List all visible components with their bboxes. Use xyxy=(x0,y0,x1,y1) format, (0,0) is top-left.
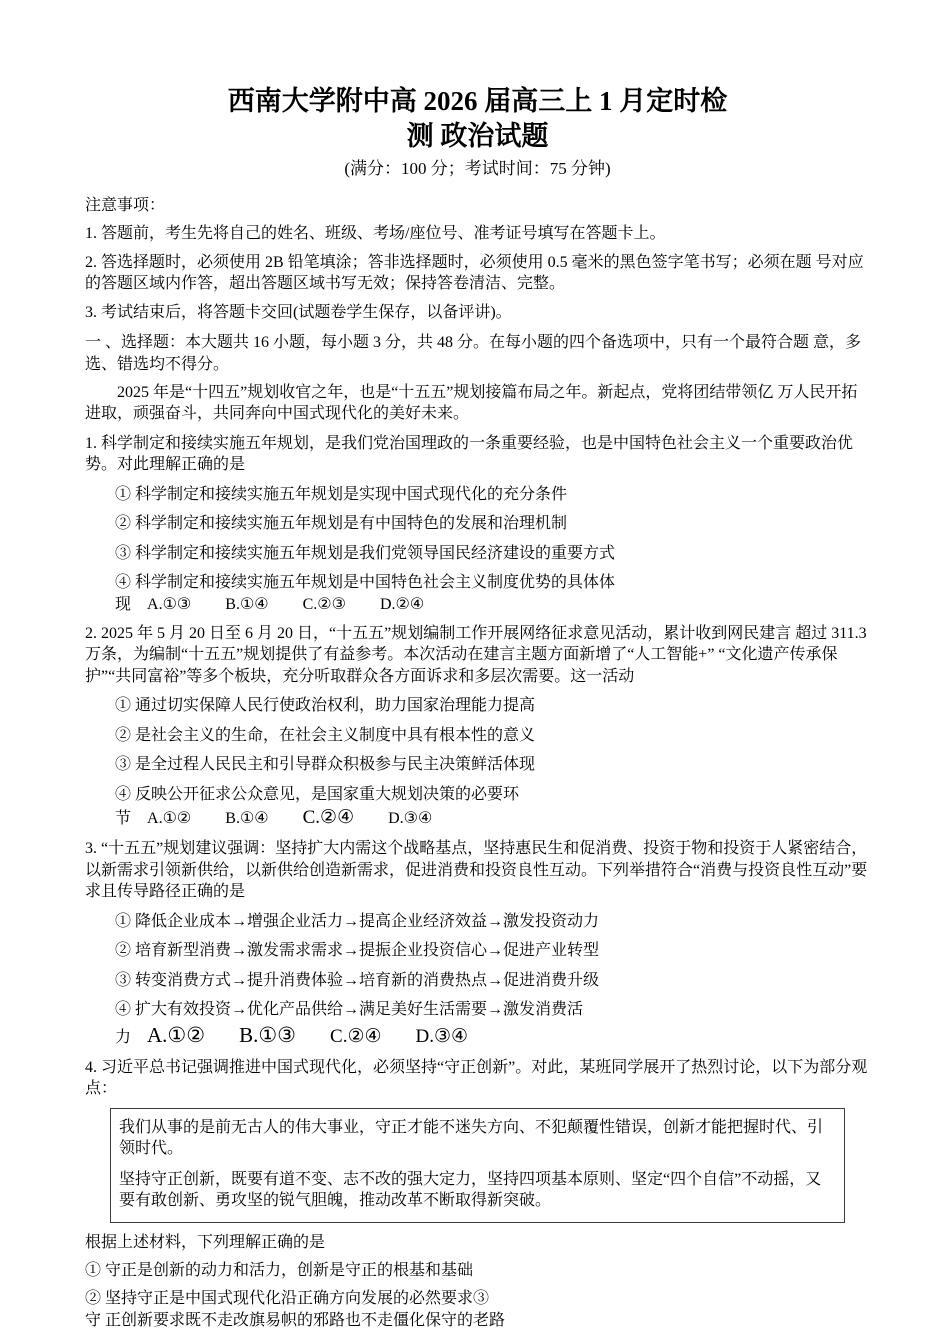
page-title-line1: 西南大学附中高 2026 届高三上 1 月定时检 xyxy=(227,86,728,116)
notes-section xyxy=(85,195,870,323)
note-item-2: 2. 答选择题时，必须使用 2B 铅笔填涂；答非选择题时，必须使用 0.5 毫米的黑色签字笔书写；必须在题 号对应的答题区域内作答，超出答题区域书写无效；保持答卷清洁、完整。 xyxy=(85,253,864,293)
answer-choice-d: D.②④ xyxy=(379,595,425,613)
page-title xyxy=(85,84,870,154)
answer-choice-a: A.①③ xyxy=(147,595,192,613)
question-option-text: ④ 反映公开征求公众意见，是国家重大规划决策的必要环 xyxy=(115,785,520,803)
answer-choice-b: B.①④ xyxy=(225,810,269,828)
section-intro: 2025 年是“十四五”规划收官之年，也是“十五五”规划接篇布局之年。新起点，党将团结带领亿 万人民开拓进取，顽强奋斗，共同奔向中国式现代化的美好未来。 xyxy=(85,384,858,423)
question-3 xyxy=(85,838,870,1049)
question-stem: 3. “十五五”规划建议强调：坚持扩大内需这个战略基点，坚持惠民生和促消费、投资于物和投资于人紧密结合，以新需求引领新供给，以新供给创造新需求，促进消费和投资良性互动。下列举措符合“消费与投资良性互动”要求且传导路径正确的是 xyxy=(85,840,868,901)
answer-choice-c: C.②③ xyxy=(302,595,346,613)
material-paragraph-2: 坚持守正创新，既要有道不变、志不改的强大定力，坚持四项基本原则、坚定“四个自信”不动摇，又要有敢创新、勇攻坚的锐气胆魄，推动改革不断取得新突破。 xyxy=(119,1170,822,1210)
section-heading: 一 、选择题：本大题共 16 小题，每小题 3 分，共 48 分。在每小题的四个备选项中，只有一个最符合题 意，多选、错选均不得分。 xyxy=(85,334,862,373)
answer-choice-c: C.②④ xyxy=(302,807,355,829)
question-2 xyxy=(85,623,870,831)
answer-line xyxy=(115,1022,469,1047)
answer-choice-b: B.①③ xyxy=(239,1022,297,1047)
page-subtitle: (满分：100 分；考试时间：75 分钟) xyxy=(344,159,611,179)
note-item-3: 3. 考试结束后，将答题卡交回(试题卷学生保存，以备评讲)。 xyxy=(85,303,512,321)
question-option: ① 降低企业成本→增强企业活力→提高企业经济效益→激发投资动力 xyxy=(115,912,600,930)
question-option xyxy=(115,784,870,831)
question-option-text: ④ 科学制定和接续实施五年规划是中国特色社会主义制度优势的具体体 xyxy=(115,574,616,592)
question-option: ① 守正是创新的动力和活力，创新是守正的根基和基础 xyxy=(85,1262,474,1280)
material-box xyxy=(110,1108,845,1223)
question-option: ① 通过切实保障人民行使政治权利，助力国家治理能力提高 xyxy=(115,697,536,715)
notes-heading: 注意事项： xyxy=(85,196,166,214)
question-option-continuation: 守 正创新要求既不走改旗易帜的邪路也不走僵化保守的老路 xyxy=(85,1311,506,1329)
answer-choice-b: B.①④ xyxy=(225,595,269,613)
question-option-text: ④ 扩大有效投资→优化产品供给→满足美好生活需要→激发消费活 xyxy=(115,1001,584,1019)
question-option: ② 培育新型消费→激发需求需求→提振企业投资信心→促进产业转型 xyxy=(115,942,600,960)
question-stem: 1. 科学制定和接续实施五年规划，是我们党治国理政的一条重要经验，也是中国特色社会主义一个重要政治优势。对此理解正确的是 xyxy=(85,434,854,474)
question-option: ② 是社会主义的生命，在社会主义制度中具有根本性的意义 xyxy=(115,726,536,744)
answer-choice-d: D.③④ xyxy=(415,1025,469,1047)
question-option: ② 科学制定和接续实施五年规划是有中国特色的发展和治理机制 xyxy=(115,515,568,533)
answer-choice-a: A.①② xyxy=(147,1022,206,1047)
answer-choice-d: D.③④ xyxy=(388,810,433,828)
question-1 xyxy=(85,433,870,615)
answer-line-prefix: 节 xyxy=(115,810,132,828)
note-item-1: 1. 答题前，考生先将自己的姓名、班级、考场/座位号、准考证号填写在答题卡上。 xyxy=(85,225,666,243)
material-paragraph-1: 我们从事的是前无古人的伟大事业，守正才能不迷失方向、不犯颠覆性错误，创新才能把握时代、引领时代。 xyxy=(119,1118,824,1158)
question-option: ③ 转变消费方式→提升消费体验→培育新的消费热点→促进消费升级 xyxy=(115,971,600,989)
answer-line xyxy=(115,807,433,829)
question-stem: 2. 2025 年 5 月 20 日至 6 月 20 日，“十五五”规划编制工作开展网络征求意见活动，累计收到网民建言 超过 311.3 万条，为编制“十五五”规划提供了有益参考。本次活动在建言主题方面新增了“人工智能+” “文化遗产传承保护”“共同富裕”等多个板块，充分听取群众各方面诉求和多层次需要。这一活动 xyxy=(85,624,867,685)
question-option: ③ 是全过程人民民主和引导群众积极参与民主决策鲜活体现 xyxy=(115,756,536,774)
question-4 xyxy=(85,1057,870,1331)
question-option: ① 科学制定和接续实施五年规划是实现中国式现代化的充分条件 xyxy=(115,485,568,503)
question-option: ② 坚持守正是中国式现代化沿正确方向发展的必然要求③ xyxy=(85,1290,490,1308)
answer-choice-a: A.①② xyxy=(147,810,192,828)
question-option xyxy=(115,999,870,1049)
page-title-line2: 测 政治试题 xyxy=(406,121,549,152)
answer-line-prefix: 力 xyxy=(115,1028,132,1046)
question-option: ③ 科学制定和接续实施五年规划是我们党领导国民经济建设的重要方式 xyxy=(115,544,616,562)
question-stem: 4. 习近平总书记强调推进中国式现代化，必须坚持“守正创新”。对此，某班同学展开了热烈讨论，以下为部分观点： xyxy=(85,1058,868,1098)
question-followup: 根据上述材料，下列理解正确的是 xyxy=(85,1233,326,1251)
answer-choice-c: C.②④ xyxy=(330,1025,382,1047)
question-option xyxy=(115,572,870,615)
answer-line xyxy=(115,596,424,613)
answer-line-prefix: 现 xyxy=(115,595,132,613)
